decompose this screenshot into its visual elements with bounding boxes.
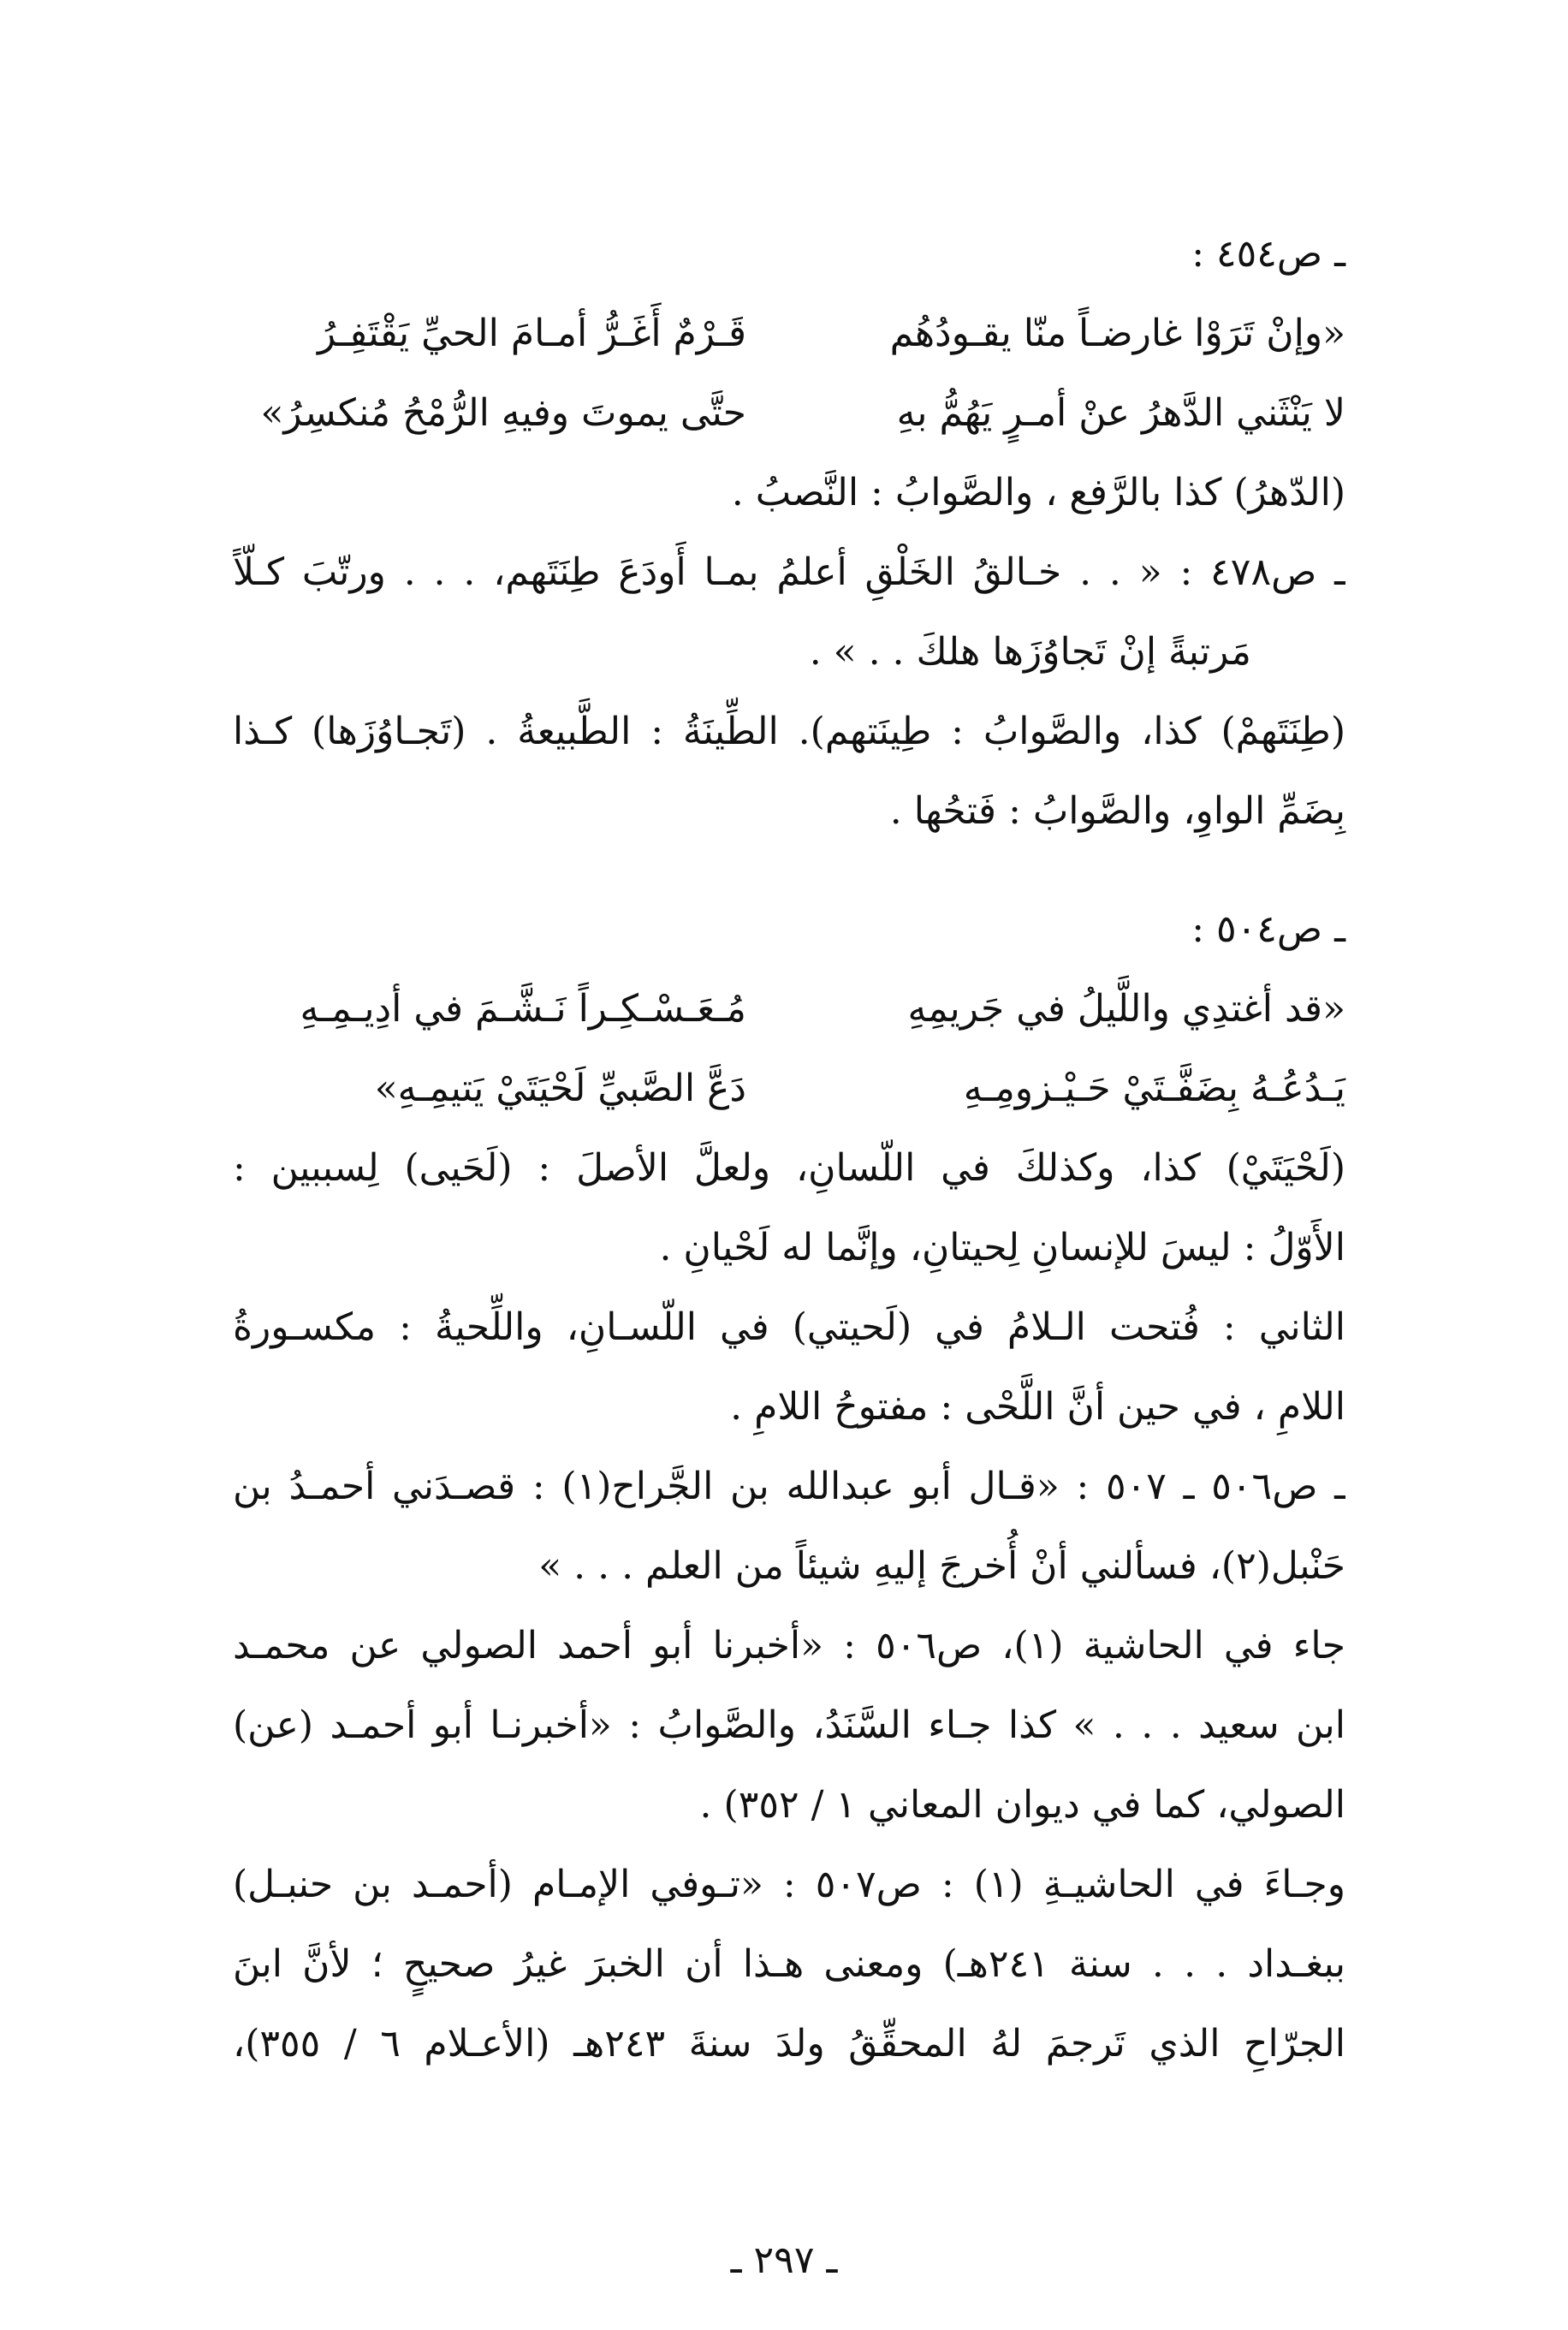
text-line: الثاني : فُتحت الـلامُ في (لَحيتي) في اللّسـانِ، واللِّحيةُ : مكسـورةُ — [233, 1305, 1345, 1349]
text-line: مَرتبةً إنْ تَجاوُزَها هلكَ . . » . — [809, 630, 1251, 674]
entry-heading-478: ـ ص٤٧٨ : « . . خـالقُ الخَلْقِ أعلمُ بمـا أَودَعَ طِنَتَهم، . . . ورتّبَ كـلّاً — [233, 550, 1345, 594]
text-line: (الدّهرُ) كذا بالرَّفع ، والصَّوابُ : النَّصبُ . — [731, 471, 1345, 514]
text-line: ابن سعيد . . . » كذا جـاء السَّنَدُ، والصَّوابُ : «أخبرنـا أبو أحمـد (عن) — [233, 1703, 1345, 1747]
text-line: اللامِ ، في حين أنَّ اللَّحْى : مفتوحُ اللامِ . — [730, 1385, 1345, 1429]
verse-line — [233, 373, 1345, 453]
verse-line — [233, 1049, 1345, 1128]
text-line: ببغـداد . . . سنة ٢٤١هـ) ومعنى هـذا أن الخبرَ غيرُ صحيحٍ ؛ لأنَّ ابنَ — [233, 1942, 1345, 1986]
text-line: بِضَمِّ الواوِ، والصَّوابُ : فَتحُها . — [889, 789, 1345, 833]
entry-heading-454: ـ ص٤٥٤ : — [1191, 232, 1345, 276]
text-line: حَنْبل(٢)، فسألني أنْ أُخرجَ إليهِ شيئاً من العلم . . . » — [538, 1544, 1345, 1588]
page-number: ـ ٢٩٧ ـ — [730, 2238, 838, 2282]
entry-heading-504: ـ ص٥٠٤ : — [1191, 907, 1345, 951]
text-line: (طِنَتَهمْ) كذا، والصَّوابُ : طِينَتهم). الطِّينَةُ : الطَّبيعةُ . (تَجـاوُزَها) كـذا — [233, 710, 1345, 753]
verse-hemistich: حتَّى يموتَ وفيهِ الرُّمْحُ مُنكسِرُ» — [260, 391, 746, 435]
page-body — [233, 214, 1345, 2083]
verse-hemistich: مُـعَـسْـكِـراً نَـشَّـمَ في أدِيـمِـهِ — [300, 987, 746, 1031]
text-line: (لَحْيَتَيْ) كذا، وكذلكَ في اللّسانِ، ولعلَّ الأصلَ : (لَحَيى) لِسببين : — [233, 1146, 1345, 1190]
text-line: الصولي، كما في ديوان المعاني ١ / ٣٥٢) . — [699, 1783, 1345, 1827]
verse-hemistich: دَعَّ الصَّبيِّ لَحْيَتَيْ يَتيمِـهِ» — [374, 1067, 746, 1110]
verse-hemistich: قَـرْمٌ أَغَـرُّ أمـامَ الحيِّ يَقْتَفِـرُ — [317, 312, 746, 355]
text-line: الجرّاحِ الذي تَرجمَ لهُ المحقِّقُ ولدَ سنةَ ٢٤٣هـ (الأعـلام ٦ / ٣٥٥)، — [233, 2022, 1345, 2065]
verse-hemistich: يَـدُعُـهُ بِضَفَّـتَيْ حَـيْـزومِـهِ — [963, 1067, 1345, 1110]
verse-line — [233, 294, 1345, 373]
verse-hemistich: «قد أغتدِي واللَّيلُ في جَريمِهِ — [907, 987, 1345, 1031]
entry-heading-506: ـ ص٥٠٦ ـ ٥٠٧ : «قـال أبو عبدالله بن الجَّراح(١) : قصـدَني أحمـدُ بن — [233, 1465, 1345, 1508]
verse-line — [233, 969, 1345, 1049]
text-line: الأَوّلُ : ليسَ للإنسانِ لِحيتانِ، وإنَّما له لَحْيانِ . — [659, 1226, 1345, 1269]
verse-hemistich: لا يَنْثَني الدَّهرُ عنْ أمـرٍ يَهُمُّ بهِ — [896, 391, 1345, 435]
text-line: جاء في الحاشية (١)، ص٥٠٦ : «أخبرنا أبو أحمد الصولي عن محمـد — [233, 1624, 1345, 1667]
text-line: وجـاءَ في الحاشيـةِ (١) : ص٥٠٧ : «تـوفي الإمـام (أحمـد بن حنبـل) — [233, 1863, 1345, 1906]
spacer — [233, 851, 1345, 889]
verse-hemistich: «وإنْ تَرَوْا غارضـاً منّا يقـودُهُم — [889, 312, 1345, 355]
